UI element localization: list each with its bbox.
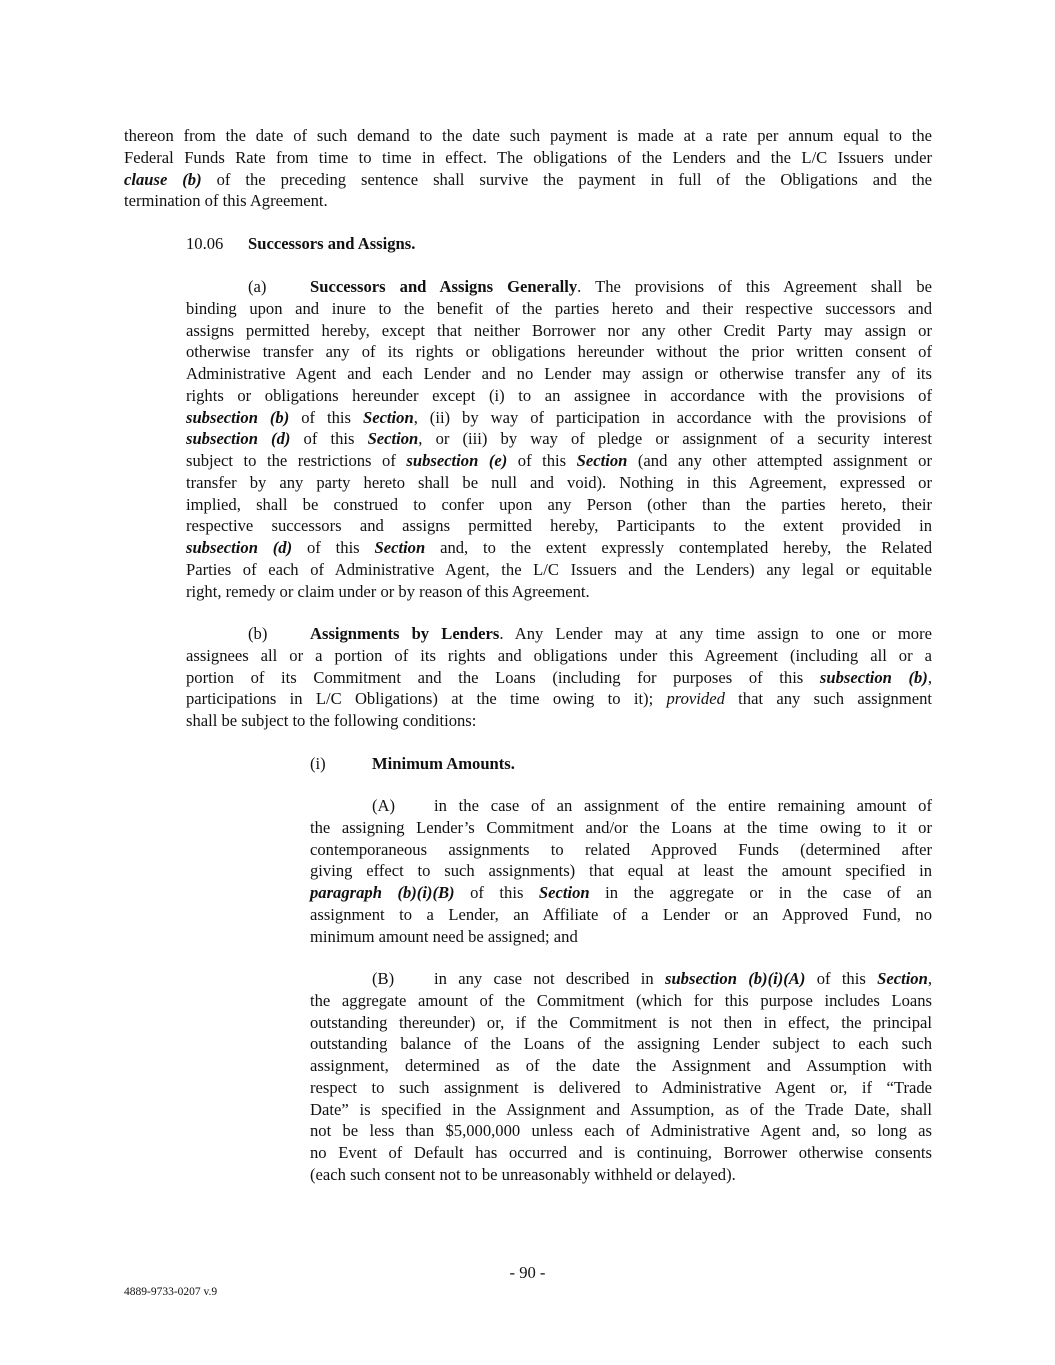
paragraph-B	[310, 968, 932, 1186]
text-line: assignees all or a portion of its rights and obligations under this Agreement (including all or a	[186, 645, 932, 665]
cross-reference: Section	[576, 451, 628, 470]
section-title: Successors and Assigns.	[248, 234, 416, 253]
text-line: (A) in the case of an assignment of the entire remaining amount of	[372, 796, 932, 815]
paragraph-A	[310, 795, 932, 947]
text-line: implied, shall be construed to confer upon any Person (other than the parties hereto, their	[186, 494, 932, 514]
text-line: giving effect to such assignments) that equal at least the amount specified in	[310, 861, 932, 881]
cross-reference: Section	[538, 883, 590, 902]
text-line: assignment to a Lender, an Affiliate of a Lender or an Approved Fund, no	[310, 904, 932, 924]
cross-reference: subsection (b)	[186, 407, 290, 427]
cross-reference: subsection (d)	[186, 429, 291, 449]
text-line: contemporaneous assignments to related Approved Funds (determined after	[310, 839, 932, 859]
subparagraph-heading	[310, 753, 515, 775]
cross-reference: subsection (b)(i)(A)	[665, 969, 806, 988]
cross-reference: paragraph (b)(i)(B)	[310, 883, 455, 902]
text-line: respect to such assignment is delivered to Administrative Agent or, if “Trade	[310, 1077, 932, 1097]
paragraph-number: (A)	[372, 796, 396, 815]
paragraph-number: (a)	[248, 277, 267, 296]
paragraph-a	[186, 276, 932, 602]
paragraph-heading: Minimum Amounts.	[372, 754, 515, 773]
section-heading	[186, 233, 415, 255]
document-id: 4889-9733-0207 v.9	[124, 1286, 218, 1298]
paragraph-heading: Successors and Assigns Generally	[310, 277, 578, 296]
page-number: - 90 -	[509, 1263, 546, 1282]
text-line: subsection (b) of this Section, (ii) by way of participation in accordance with the provisions of	[186, 407, 932, 427]
text-line: assignment, determined as of the date the Assignment and Assumption with	[310, 1056, 932, 1075]
text-line: (a) Successors and Assigns Generally. The provisions of this Agreement shall be	[248, 277, 932, 296]
cross-reference: subsection (d)	[186, 538, 293, 557]
italic-term: provided	[666, 689, 725, 709]
text-line: not be less than $5,000,000 unless each of Administrative Agent and, so long as	[310, 1121, 932, 1141]
text-line: Parties of each of Administrative Agent, the L/C Issuers and the Lenders) any legal or equitable	[186, 559, 932, 579]
paragraph-heading: Assignments by Lenders	[310, 624, 500, 643]
text-line: rights or obligations hereunder except (i) to an assignee in accordance with the provisions of	[186, 385, 932, 405]
text-line: otherwise transfer any of its rights or obligations hereunder without the prior written consent of	[186, 342, 932, 362]
text-line: Administrative Agent and each Lender and no Lender may assign or otherwise transfer any of its	[186, 364, 932, 383]
cross-reference: Section	[374, 538, 426, 557]
text-line: subject to the restrictions of subsection (e) of this Section (and any other attempted assignment or	[186, 451, 933, 470]
cross-reference: subsection (b)	[819, 667, 928, 687]
text-line: shall be subject to the following conditions:	[186, 711, 477, 730]
text-line: transfer by any party hereto shall be null and void). Nothing in this Agreement, expressed or	[186, 472, 932, 492]
text-line: the aggregate amount of the Commitment (which for this purpose includes Loans	[310, 990, 932, 1010]
text-line: clause (b) of the preceding sentence shall survive the payment in full of the Obligations and the	[124, 169, 932, 189]
cross-reference: Section	[362, 407, 414, 427]
cross-reference: Section	[367, 429, 419, 449]
cross-reference: clause (b)	[124, 169, 202, 189]
text-line: Date” is specified in the Assignment and Assumption, as of the Trade Date, shall	[310, 1099, 932, 1119]
text-line: binding upon and inure to the benefit of the parties hereto and their respective successors and	[186, 298, 932, 318]
text-line: portion of its Commitment and the Loans (including for purposes of this subsection (b),	[186, 667, 932, 687]
text-line: the assigning Lender’s Commitment and/or the Loans at the time owing to it or	[310, 817, 932, 837]
text-line: minimum amount need be assigned; and	[310, 926, 578, 946]
text-line: participations in L/C Obligations) at the time owing to it); provided that any such assignment	[186, 689, 932, 709]
intro-paragraph	[124, 125, 932, 212]
text-line: respective successors and assigns permitted hereby, Participants to the extent provided in	[186, 516, 932, 536]
text-line: (each such consent not to be unreasonably withheld or delayed).	[310, 1164, 736, 1184]
text-line: paragraph (b)(i)(B) of this Section in the aggregate or in the case of an	[310, 883, 932, 902]
text-line: Federal Funds Rate from time to time in effect. The obligations of the Lenders and the L/C Issuers under	[124, 147, 932, 167]
text-line: no Event of Default has occurred and is continuing, Borrower otherwise consents	[310, 1143, 932, 1162]
text-line: outstanding thereunder) or, if the Commitment is not then in effect, the principal	[310, 1012, 932, 1032]
paragraph-b	[186, 623, 932, 732]
text-line: thereon from the date of such demand to the date such payment is made at a rate per annum equal to the	[124, 126, 932, 145]
text-line: right, remedy or claim under or by reason of this Agreement.	[186, 581, 590, 601]
text-line: (b) Assignments by Lenders. Any Lender may at any time assign to one or more	[248, 624, 932, 643]
text-line: (B) in any case not described in subsection (b)(i)(A) of this Section,	[372, 969, 932, 988]
text-line: assigns permitted hereby, except that neither Borrower nor any other Credit Party may assign or	[186, 320, 932, 340]
text-line: outstanding balance of the Loans of the assigning Lender subject to each such	[310, 1034, 932, 1054]
cross-reference: subsection (e)	[406, 451, 508, 470]
paragraph-number: (B)	[372, 969, 395, 988]
text-line: subsection (d) of this Section and, to the extent expressly contemplated hereby, the Related	[186, 538, 932, 557]
paragraph-number: (b)	[248, 624, 268, 643]
paragraph-number: (i)	[310, 754, 326, 773]
cross-reference: Section	[877, 969, 928, 988]
section-number: 10.06	[186, 234, 224, 253]
text-line: termination of this Agreement.	[124, 191, 328, 211]
text-line: subsection (d) of this Section, or (iii) by way of pledge or assignment of a security interest	[186, 429, 932, 449]
